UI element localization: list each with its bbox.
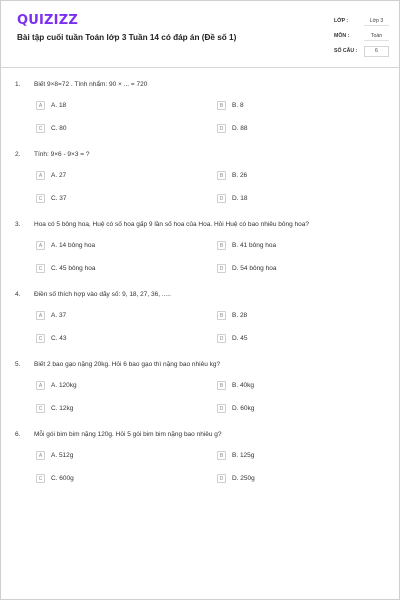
option-text: D. 45: [232, 335, 248, 342]
meta-count-label: SỐ CÂU :: [334, 48, 358, 54]
option-text: B. 26: [232, 172, 248, 179]
question-text: Tính: 9×6 - 9×3 = ?: [34, 151, 90, 158]
option-text: A. 120kg: [51, 382, 77, 389]
meta-class-value: Lớp 3: [364, 18, 389, 26]
option-text: A. 27: [51, 172, 67, 179]
option-letter-box: A: [36, 381, 45, 390]
question-text: Biết 9×8=72 . Tính nhẩm: 90 × ... = 720: [34, 81, 148, 88]
option-letter-box: D: [217, 194, 226, 203]
option-letter-box: D: [217, 264, 226, 273]
option-text: B. 40kg: [232, 382, 255, 389]
question-number: 2.: [15, 151, 21, 158]
option-text: D. 18: [232, 195, 248, 202]
option-text: D. 250g: [232, 475, 255, 482]
option-letter-box: D: [217, 404, 226, 413]
option-letter-box: C: [36, 474, 45, 483]
option-letter-box: D: [217, 124, 226, 133]
option-letter-box: B: [217, 171, 226, 180]
question-number: 1.: [15, 81, 21, 88]
option-text: C. 600g: [51, 475, 74, 482]
option-letter-box: A: [36, 311, 45, 320]
option-letter-box: B: [217, 451, 226, 460]
option-text: D. 54 bông hoa: [232, 265, 277, 272]
option-letter-box: A: [36, 171, 45, 180]
meta-subject-value: Toán: [364, 33, 389, 41]
option-letter-box: B: [217, 241, 226, 250]
option-text: A. 37: [51, 312, 67, 319]
option-letter-box: B: [217, 311, 226, 320]
question-text: Mỗi gói bim bim nặng 120g. Hỏi 5 gói bim bim nặng bao nhiêu g?: [34, 431, 222, 438]
option-letter-box: D: [217, 334, 226, 343]
worksheet-title: Bài tập cuối tuần Toán lớp 3 Tuần 14 có đáp án (Đề số 1): [17, 33, 237, 42]
option-text: B. 41 bông hoa: [232, 242, 277, 249]
option-text: B. 28: [232, 312, 248, 319]
option-letter-box: C: [36, 124, 45, 133]
option-text: B. 8: [232, 102, 244, 109]
option-text: C. 37: [51, 195, 67, 202]
question-text: Điền số thích hợp vào dãy số: 9, 18, 27, 36, .....: [34, 291, 171, 298]
option-text: A. 512g: [51, 452, 74, 459]
meta-subject-row: [334, 31, 389, 46]
question-number: 4.: [15, 291, 21, 298]
option-text: B. 125g: [232, 452, 255, 459]
question-text: Hoa có 5 bông hoa, Huệ có số hoa gấp 9 lần số hoa của Hoa. Hỏi Huệ có bao nhiêu bông hoa?: [34, 221, 310, 228]
option-letter-box: C: [36, 334, 45, 343]
option-text: C. 43: [51, 335, 67, 342]
option-letter-box: C: [36, 404, 45, 413]
question-number: 5.: [15, 361, 21, 368]
meta-subject-label: MÔN :: [334, 33, 350, 39]
option-text: A. 14 bông hoa: [51, 242, 96, 249]
option-letter-box: B: [217, 101, 226, 110]
worksheet-header: [1, 1, 399, 68]
question-number: 3.: [15, 221, 21, 228]
option-letter-box: A: [36, 101, 45, 110]
option-letter-box: B: [217, 381, 226, 390]
option-letter-box: A: [36, 451, 45, 460]
option-text: A. 18: [51, 102, 67, 109]
option-letter-box: C: [36, 264, 45, 273]
meta-class-row: [334, 16, 389, 31]
option-letter-box: D: [217, 474, 226, 483]
meta-class-label: LỚP :: [334, 18, 349, 24]
option-text: D. 60kg: [232, 405, 255, 412]
option-text: C. 12kg: [51, 405, 74, 412]
question-text: Biết 2 bao gạo nặng 20kg. Hỏi 6 bao gạo thì nặng bao nhiêu kg?: [34, 361, 221, 368]
option-text: C. 80: [51, 125, 67, 132]
quizizz-logo: QUIZIZZ: [17, 13, 78, 28]
option-letter-box: A: [36, 241, 45, 250]
question-number: 6.: [15, 431, 21, 438]
option-text: D. 88: [232, 125, 248, 132]
option-letter-box: C: [36, 194, 45, 203]
worksheet-meta: [334, 16, 389, 61]
option-text: C. 45 bông hoa: [51, 265, 96, 272]
meta-count-row: [334, 46, 389, 61]
meta-count-value: 6: [364, 46, 389, 57]
